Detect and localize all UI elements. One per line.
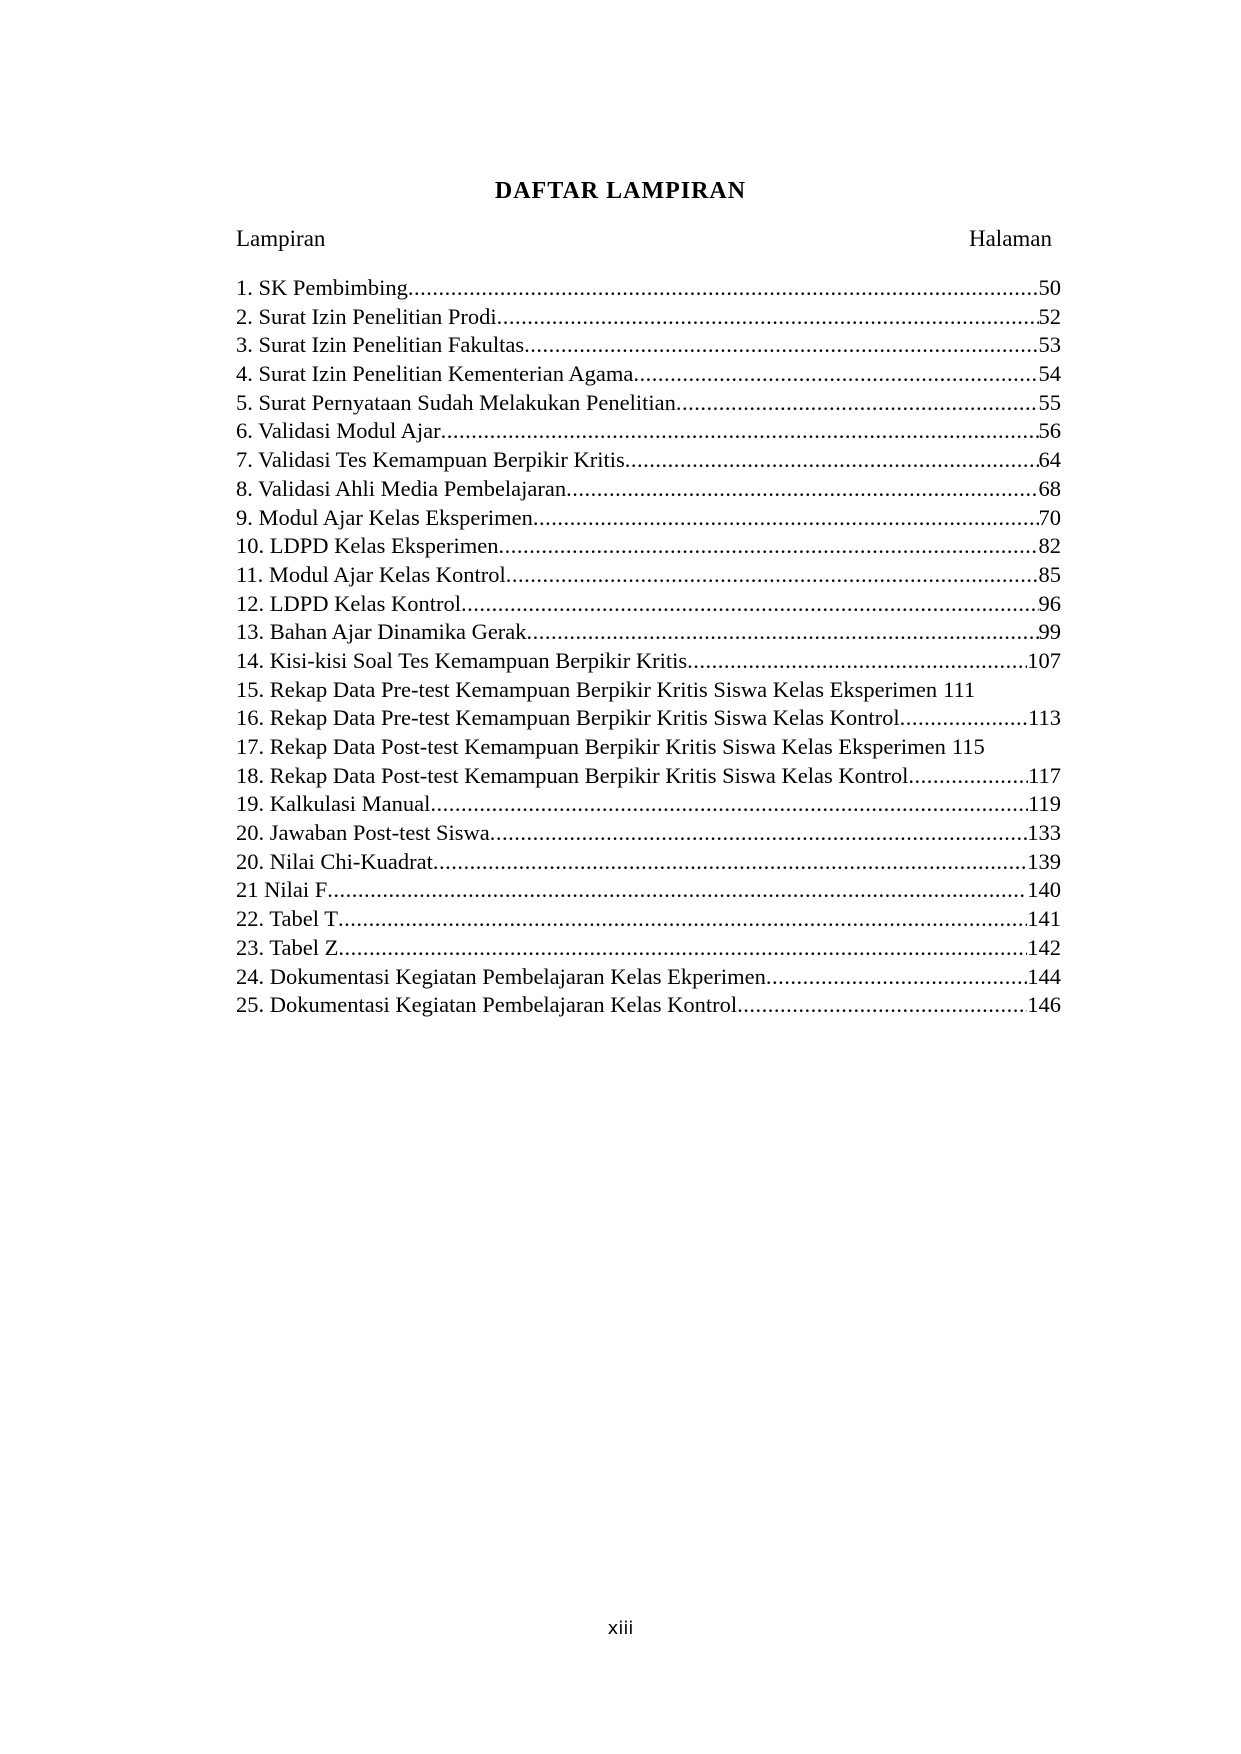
entry-page: 115 <box>951 734 985 759</box>
entry-page: 117 <box>1028 762 1061 788</box>
list-item <box>236 274 1061 303</box>
list-item <box>236 618 1061 647</box>
list-item <box>236 561 1061 590</box>
entry-label: 12. LDPD Kelas Kontrol <box>236 590 461 616</box>
page-number: xiii <box>607 1618 634 1639</box>
dot-leader <box>498 532 1038 561</box>
list-item <box>236 504 1061 533</box>
dot-leader <box>625 446 1039 475</box>
list-item <box>236 876 1061 905</box>
dot-leader <box>737 991 1027 1020</box>
entry-page: 144 <box>1027 963 1061 989</box>
dot-leader <box>490 819 1028 848</box>
dot-leader <box>408 274 1039 303</box>
page-title: DAFTAR LAMPIRAN <box>494 178 747 204</box>
entry-page: 50 <box>1038 275 1061 300</box>
list-item <box>236 676 1061 705</box>
list-item <box>236 475 1061 504</box>
dot-leader <box>433 848 1027 877</box>
list-item <box>236 590 1061 619</box>
dot-leader <box>327 876 1027 905</box>
dot-leader <box>908 762 1028 791</box>
entry-label: 11. Modul Ajar Kelas Kontrol <box>236 561 506 587</box>
entry-label: 6. Validasi Modul Ajar <box>236 418 441 444</box>
list-item <box>236 532 1061 561</box>
entry-page: 64 <box>1038 447 1061 473</box>
header-halaman: Halaman <box>968 226 1052 251</box>
entry-label: 1. SK Pembimbing <box>236 275 408 300</box>
entry-label: 19. Kalkulasi Manual <box>236 791 431 817</box>
list-item <box>236 819 1061 848</box>
dot-leader <box>338 905 1027 934</box>
entry-label: 9. Modul Ajar Kelas Eksperimen <box>236 504 533 530</box>
entry-label: 16. Rekap Data Pre-test Kemampuan Berpikir Kritis Siswa Kelas Kontrol <box>236 705 900 731</box>
list-item <box>236 963 1061 992</box>
entry-page: 53 <box>1038 332 1061 358</box>
list-item <box>236 848 1061 877</box>
entry-page: 96 <box>1038 590 1061 616</box>
entry-label: 23. Tabel Z <box>236 934 339 960</box>
entry-label: 20. Nilai Chi-Kuadrat <box>236 848 433 874</box>
list-item <box>236 389 1061 418</box>
list-item <box>236 360 1061 389</box>
dot-leader <box>687 647 1027 676</box>
entry-page: 54 <box>1038 361 1061 387</box>
dot-leader <box>900 704 1028 733</box>
entry-label: 7. Validasi Tes Kemampuan Berpikir Kritis <box>236 447 625 473</box>
list-item <box>236 762 1061 791</box>
entry-label: 21 Nilai F <box>236 877 328 903</box>
entry-label: 15. Rekap Data Pre-test Kemampuan Berpikir Kritis Siswa Kelas Eksperimen <box>236 676 938 702</box>
dot-leader <box>766 963 1027 992</box>
list-item <box>236 417 1061 446</box>
list-item <box>236 704 1061 733</box>
entry-page: 52 <box>1038 303 1061 329</box>
entry-label: 5. Surat Pernyataan Sudah Melakukan Penelitian <box>236 389 676 415</box>
header-lampiran: Lampiran <box>236 226 326 251</box>
entry-label: 22. Tabel T <box>236 906 338 932</box>
entry-label: 24. Dokumentasi Kegiatan Pembelajaran Kelas Ekperimen <box>236 963 766 989</box>
entry-page: 99 <box>1038 619 1061 645</box>
dot-leader <box>338 934 1027 963</box>
entry-page: 133 <box>1027 820 1061 846</box>
entry-page: 55 <box>1038 389 1061 415</box>
entry-page: 142 <box>1027 934 1061 960</box>
list-item <box>236 647 1061 676</box>
dot-leader <box>533 504 1039 533</box>
entry-label: 4. Surat Izin Penelitian Kementerian Agama <box>236 361 634 387</box>
entry-page: 146 <box>1027 992 1061 1018</box>
entry-page: 119 <box>1028 791 1061 817</box>
dot-leader <box>497 303 1039 332</box>
dot-leader <box>441 417 1039 446</box>
entry-label: 2. Surat Izin Penelitian Prodi <box>236 303 497 329</box>
list-item <box>236 991 1061 1020</box>
entry-page: 141 <box>1027 906 1061 932</box>
appendix-list <box>236 274 1061 1020</box>
dot-leader <box>506 561 1039 590</box>
entry-page: 111 <box>943 676 976 702</box>
entry-label: 13. Bahan Ajar Dinamika Gerak <box>236 619 527 645</box>
entry-page: 107 <box>1027 647 1061 673</box>
dot-leader <box>633 360 1038 389</box>
entry-page: 68 <box>1038 475 1061 501</box>
entry-label: 14. Kisi-kisi Soal Tes Kemampuan Berpikir Kritis <box>236 647 688 673</box>
entry-label: 8. Validasi Ahli Media Pembelajaran <box>236 475 567 501</box>
entry-page: 82 <box>1038 533 1061 559</box>
list-item <box>236 790 1061 819</box>
entry-page: 140 <box>1027 877 1061 903</box>
dot-leader <box>430 790 1028 819</box>
dot-leader <box>676 389 1039 418</box>
list-item <box>236 331 1061 360</box>
list-item <box>236 303 1061 332</box>
entry-label: 17. Rekap Data Post-test Kemampuan Berpikir Kritis Siswa Kelas Eksperimen <box>236 734 946 759</box>
list-item <box>236 446 1061 475</box>
list-item <box>236 934 1061 963</box>
dot-leader <box>524 331 1038 360</box>
entry-page: 70 <box>1038 504 1061 530</box>
list-item <box>236 733 1061 762</box>
entry-page: 56 <box>1038 418 1061 444</box>
entry-page: 113 <box>1028 705 1061 731</box>
dot-leader <box>527 618 1039 647</box>
entry-label: 3. Surat Izin Penelitian Fakultas <box>236 332 525 358</box>
entry-label: 10. LDPD Kelas Eksperimen <box>236 533 499 559</box>
entry-label: 18. Rekap Data Post-test Kemampuan Berpikir Kritis Siswa Kelas Kontrol <box>236 762 909 788</box>
entry-label: 20. Jawaban Post-test Siswa <box>236 820 490 846</box>
entry-page: 85 <box>1038 561 1061 587</box>
dot-leader <box>461 590 1039 619</box>
entry-label: 25. Dokumentasi Kegiatan Pembelajaran Kelas Kontrol <box>236 992 738 1018</box>
dot-leader <box>566 475 1038 504</box>
list-item <box>236 905 1061 934</box>
entry-page: 139 <box>1027 848 1061 874</box>
